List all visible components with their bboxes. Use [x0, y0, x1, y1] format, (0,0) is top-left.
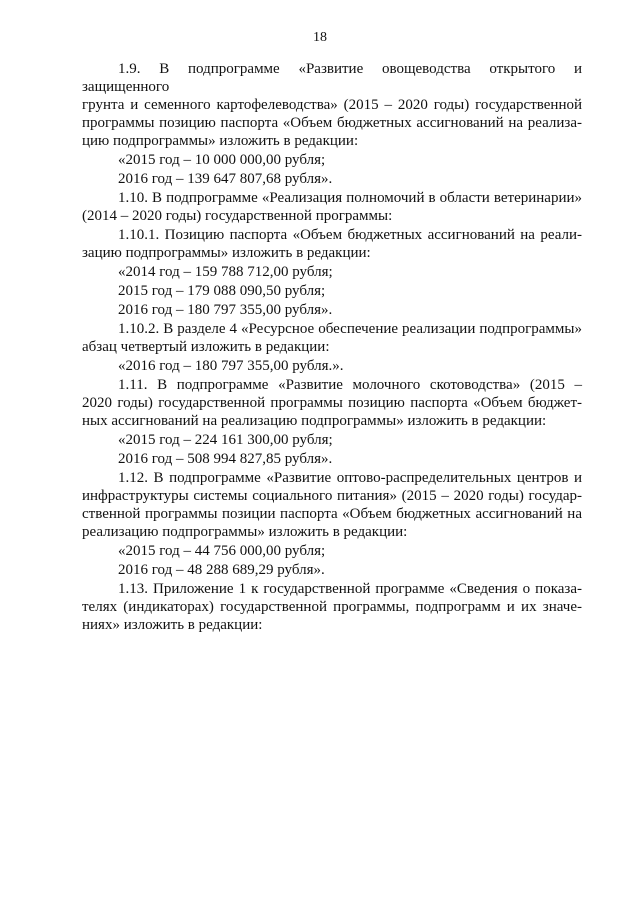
- amount-line: 2015 год – 179 088 090,50 рубля;: [118, 283, 326, 299]
- amount-line: 2016 год – 139 647 807,68 рубля».: [118, 171, 333, 187]
- paragraph-line: телях (индикаторах) государственной программы, подпрограмм и их значе-: [82, 599, 582, 615]
- paragraph-line: грунта и семенного картофелеводства» (2015 – 2020 годы) государственной: [82, 97, 582, 113]
- amount-line: 2016 год – 508 994 827,85 рубля».: [118, 451, 333, 467]
- paragraph-line: реализацию подпрограммы» изложить в редакции:: [82, 524, 408, 540]
- paragraph: [82, 320, 582, 356]
- paragraph: [82, 189, 582, 225]
- paragraph-line: программы позицию паспорта «Объем бюджетных ассигнований на реализа-: [82, 115, 582, 131]
- paragraph-line: 1.12. В подпрограмме «Развитие оптово-распределительных центров и: [118, 470, 582, 486]
- paragraph: [82, 469, 582, 541]
- paragraph: [82, 376, 582, 430]
- paragraph-line: зацию подпрограммы» изложить в редакции:: [82, 245, 371, 261]
- paragraph: [82, 580, 582, 634]
- paragraph-line: 1.9. В подпрограмме «Развитие овощеводства открытого и защищенного: [82, 61, 582, 95]
- amount-line: «2015 год – 10 000 000,00 рубля;: [118, 152, 326, 168]
- page-number: 18: [313, 30, 327, 45]
- paragraph: [82, 60, 582, 150]
- amount-line: 2016 год – 180 797 355,00 рубля».: [118, 302, 333, 318]
- paragraph-line: 1.13. Приложение 1 к государственной программе «Сведения о показа-: [118, 581, 582, 597]
- paragraph-line: цию подпрограммы» изложить в редакции:: [82, 133, 359, 149]
- paragraph-line: ственной программы позиции паспорта «Объем бюджетных ассигнований на: [82, 506, 582, 522]
- amount-line: «2016 год – 180 797 355,00 рубля.».: [118, 358, 344, 374]
- paragraph: [82, 226, 582, 262]
- paragraph-line: ных ассигнований на реализацию подпрограммы» изложить в редакции:: [82, 413, 547, 429]
- paragraph-line: (2014 – 2020 годы) государственной программы:: [82, 208, 393, 224]
- document-body: [82, 60, 582, 635]
- amount-line: «2015 год – 44 756 000,00 рубля;: [118, 543, 326, 559]
- amount-line: «2015 год – 224 161 300,00 рубля;: [118, 432, 333, 448]
- amount-line: «2014 год – 159 788 712,00 рубля;: [118, 264, 333, 280]
- paragraph-line: ниях» изложить в редакции:: [82, 617, 263, 633]
- paragraph-line: 2020 годы) государственной программы позицию паспорта «Объем бюджет-: [82, 395, 582, 411]
- amount-line: 2016 год – 48 288 689,29 рубля».: [118, 562, 325, 578]
- paragraph-line: 1.10.1. Позицию паспорта «Объем бюджетных ассигнований на реали-: [118, 227, 582, 243]
- paragraph-line: 1.11. В подпрограмме «Развитие молочного скотоводства» (2015 –: [118, 377, 582, 393]
- paragraph-line: 1.10. В подпрограмме «Реализация полномочий в области ветеринарии»: [118, 190, 582, 206]
- paragraph-line: абзац четвертый изложить в редакции:: [82, 339, 330, 355]
- paragraph-line: 1.10.2. В разделе 4 «Ресурсное обеспечение реализации подпрограммы»: [118, 321, 582, 337]
- paragraph-line: инфраструктуры системы социального питания» (2015 – 2020 годы) государ-: [82, 488, 582, 504]
